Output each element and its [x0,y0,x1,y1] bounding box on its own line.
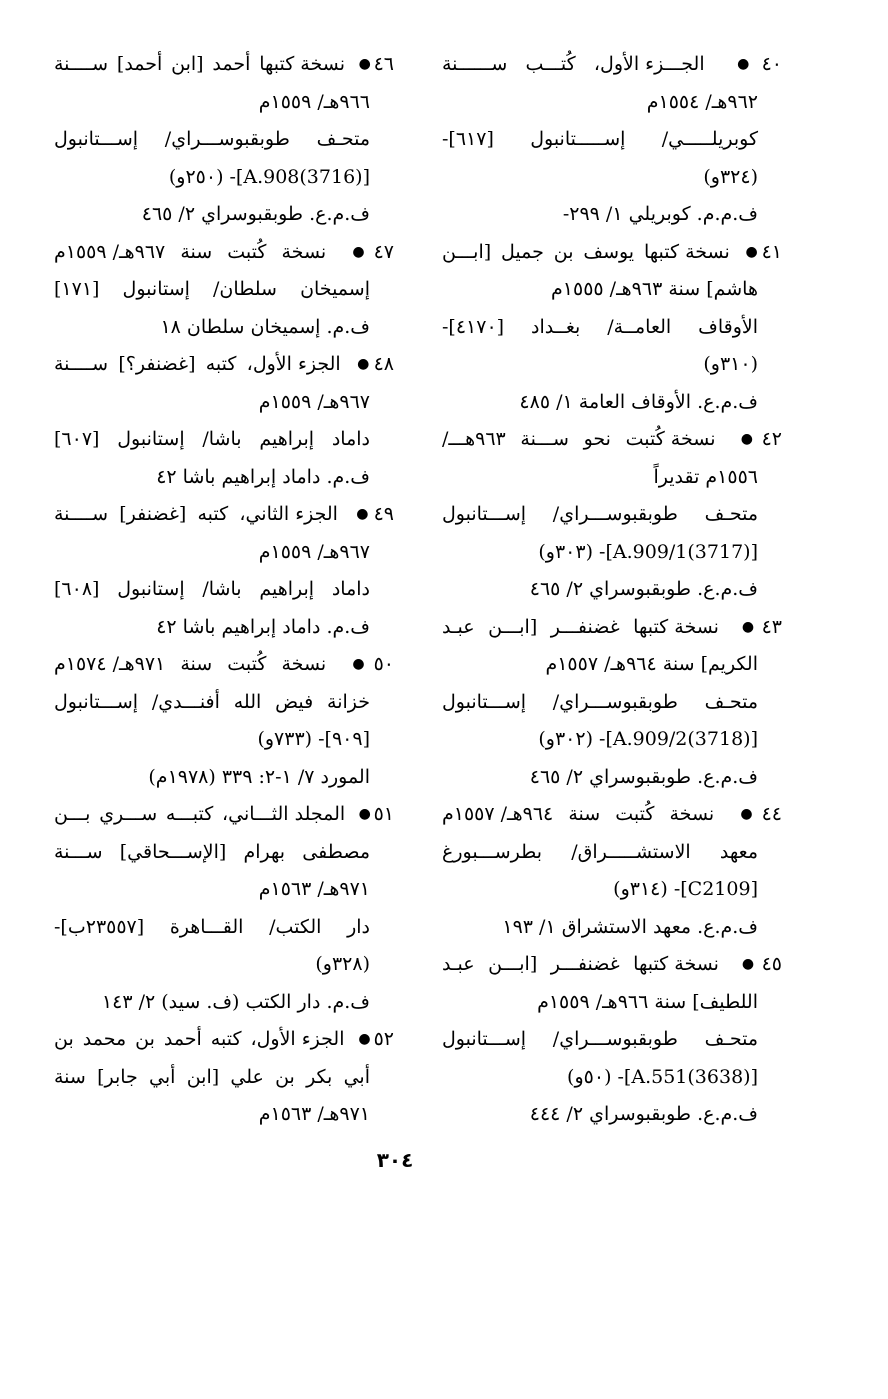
entry-first-line [442,421,782,459]
entry-number: ٤٢ [761,428,783,450]
manuscript-entry [54,796,394,1021]
bullet-icon: ● [355,806,374,822]
entry-line: إسميخان سلطان/ إستانبول [١٧١] [54,278,370,300]
entry-line: الكريم] سنة ٩٦٤هـ/ ١٥٥٧م [545,653,758,675]
right-column [442,46,782,1134]
entry-line: نسخة كُتبت نحو ســـنة ٩٦٣هـــ/ [442,428,716,450]
entry-first-line [54,346,394,384]
entry-line: نسخة كتبها غضنفـــر [ابـــن عبـد [442,953,719,975]
entry-line: متحـف طوبقبوســـراي/ إســـتانبول [442,503,758,525]
manuscript-entry [54,1021,394,1134]
manuscript-entry [442,234,782,422]
entry-line: [C2109]- (٣١٤و) [613,878,758,900]
entry-number: ٥١ [373,803,395,825]
entry-number: ٥٠ [373,653,394,675]
entry-line: هاشم] سنة ٩٦٣هـ/ ١٥٥٥م [551,278,758,300]
manuscript-entry [442,609,782,797]
entry-first-line [442,234,782,272]
entry-first-line [54,796,394,834]
entry-number: ٤٣ [761,615,782,638]
bullet-icon: ● [731,806,762,822]
entry-line: ١٥٥٦م تقديراً [653,465,758,488]
entry-line: متحـف طوبقبوســـراي/ إســـتانبول [442,1028,758,1050]
entry-line: ٩٧١هـ/ ١٥٦٣م [258,878,370,900]
entry-line: نسخة كتبها يوسف بن جميل [ابـــن [442,240,730,263]
entry-number: ٥٢ [373,1028,395,1050]
entry-line: اللطيف] سنة ٩٦٦هـ/ ١٥٥٩م [537,990,758,1013]
manuscript-entry [54,496,394,646]
entry-first-line [442,946,782,984]
entry-number: ٤٥ [761,953,782,975]
entry-line: ف.م. دار الكتب (ف. سيد) ٢/ ١٤٣ [101,990,370,1013]
bullet-icon: ● [355,1031,374,1047]
entry-line: [A.909/1(3717)]- (٣٠٣و) [538,540,758,563]
entry-line: الجزء الأول، كتبه [غضنفر؟] ســــنة [54,353,341,375]
manuscript-entry [54,646,394,796]
left-column [54,46,394,1134]
entry-line: نسخة كُتبت سنة ٩٧١هـ/ ١٥٧٤م [54,653,327,675]
entry-line: متحـف طوبقبوســـراي/ إســـتانبول [54,128,370,150]
entry-first-line [54,234,394,272]
entry-number: ٤١ [761,240,783,263]
page-number: ٣٠٤ [376,1148,414,1172]
entry-line: المورد ٧/ ١-٢: ٣٣٩ (١٩٧٨م) [148,765,370,788]
entry-line: المجلد الثـــاني، كتبـــه ســـري بـــن [54,803,346,825]
entry-line: ف.م. إسميخان سلطان ١٨ [160,315,370,338]
entry-line: ٩٦٦هـ/ ١٥٥٩م [258,90,370,113]
entry-line: [A.908(3716)]- (٢٥٠و) [168,165,370,188]
entry-line: ف.م.م. كوبريلي ١/ ٢٩٩- [562,203,758,225]
entry-line: (٣٢٤و) [703,165,758,188]
entry-first-line [442,46,782,84]
bullet-icon: ● [355,56,374,72]
entry-line: ف.م.ع. طوبقبوسراي ٢/ ٤٦٥ [141,203,370,225]
entry-line: ف.م.ع. طوبقبوسراي ٢/ ٤٦٥ [529,578,758,600]
entry-line: كوبريلـــــي/ إســـــتانبول [٦١٧]- [442,128,758,150]
entry-line: [٩٠٩]- (٧٣٣و) [257,728,370,750]
entry-line: ٩٧١هـ/ ١٥٦٣م [258,1103,370,1125]
entry-line: ف.م.ع. طوبقبوسراي ٢/ ٤٦٥ [529,765,758,788]
entry-number: ٤٩ [373,503,394,525]
entry-first-line [54,46,394,84]
bullet-icon: ● [734,618,762,635]
entry-first-line [54,646,394,684]
entry-line: (٣٢٨و) [315,953,370,975]
bullet-icon: ● [724,56,762,72]
entry-line: نسخة كُتبت سنة ٩٦٧هـ/ ١٥٥٩م [54,240,327,263]
entry-line: ف.م. داماد إبراهيم باشا ٤٢ [156,615,370,638]
entry-line: ف.م. داماد إبراهيم باشا ٤٢ [156,465,370,488]
manuscript-entry [442,46,782,234]
entry-line: ف.م.ع. معهد الاستشراق ١/ ١٩٣ [502,915,758,938]
entry-line: الجـــزء الأول، كُتـــب ســــــنة [442,53,705,75]
entry-number: ٤٠ [761,53,783,75]
entry-number: ٤٦ [373,53,395,75]
entry-first-line [442,609,782,647]
manuscript-entry [54,346,394,496]
entry-first-line [54,496,394,534]
entry-number: ٤٨ [373,353,394,375]
bullet-icon: ● [734,956,762,972]
entry-first-line [54,1021,394,1059]
entry-line: ف.م.ع. طوبقبوسراي ٢/ ٤٤٤ [529,1103,758,1125]
entry-line: متحـف طوبقبوســـراي/ إســـتانبول [442,690,758,713]
bullet-icon: ● [343,656,374,672]
bullet-icon: ● [732,431,762,447]
bullet-icon: ● [741,243,762,260]
entry-number: ٤٧ [373,240,394,263]
entry-line: [A.551(3638)]- (٥٠و) [567,1065,758,1088]
entry-line: ف.م.ع. الأوقاف العامة ١/ ٤٨٥ [519,390,758,413]
entry-line: ٩٦٢هـ/ ١٥٥٤م [646,90,758,113]
entry-line: [A.909/2(3718)]- (٣٠٢و) [538,728,758,750]
manuscript-entry [442,421,782,609]
entry-line: الجزء الأول، كتبه أحمد بن محمد بن [54,1028,345,1050]
entry-line: الأوقاف العامــة/ بغــداد [٤١٧٠]- [442,315,758,338]
entry-first-line [442,796,782,834]
manuscript-entry [54,234,394,347]
manuscript-entry [442,796,782,946]
entry-line: نسخة كتبها غضنفـــر [ابـــن عبـد [442,615,719,638]
manuscript-entry [54,46,394,234]
entry-line: (٣١٠و) [703,353,758,375]
entry-line: نسخة كتبها أحمد [ابن أحمد] ســــنة [54,53,345,75]
entry-line: خزانة فيض الله أفنـــدي/ إســـتانبول [54,690,370,713]
entry-line: داماد إبراهيم باشا/ إستانبول [٦٠٧] [54,428,370,450]
entry-line: الجزء الثاني، كتبه [غضنفر] ســــنة [54,503,338,525]
bullet-icon: ● [343,243,374,260]
entry-line: داماد إبراهيم باشا/ إستانبول [٦٠٨] [54,578,370,600]
entry-line: ٩٦٧هـ/ ١٥٥٩م [258,540,370,563]
entry-line: نسخة كُتبت سنة ٩٦٤هـ/ ١٥٥٧م [442,803,715,825]
entry-line: دار الكتب/ القـــاهرة [٢٣٥٥٧ب]- [54,915,370,938]
bullet-icon: ● [352,356,374,372]
entry-line: ٩٦٧هـ/ ١٥٥٩م [258,390,370,413]
entry-number: ٤٤ [761,803,782,825]
entry-line: أبي بكر بن علي [ابن أبي جابر] سنة [54,1065,370,1088]
entry-line: معهد الاستشـــــراق/ بطرســـبورغ [442,840,758,863]
bullet-icon: ● [351,506,374,522]
entry-line: مصطفى بهرام [الإســـحاقي] ســـنة [54,840,370,863]
manuscript-entry [442,946,782,1134]
